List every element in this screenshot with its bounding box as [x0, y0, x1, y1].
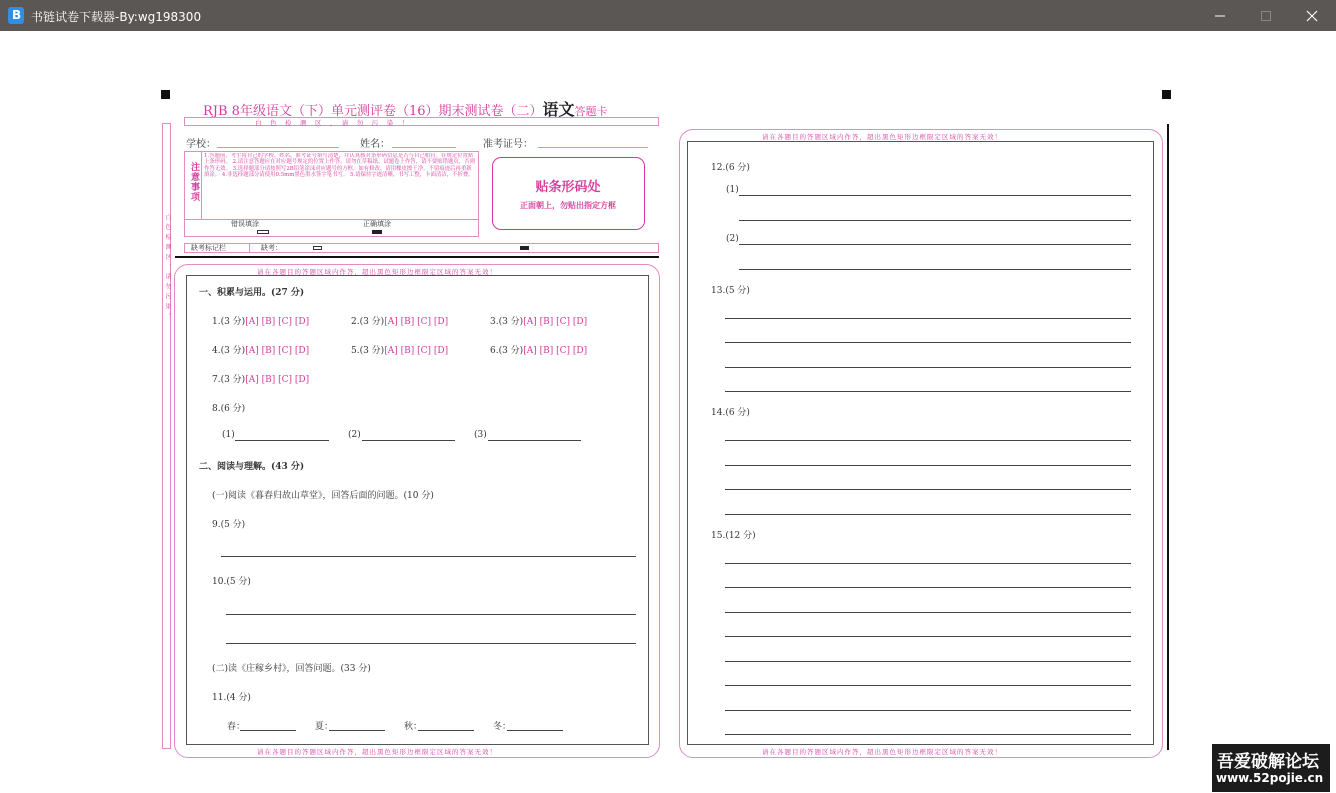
answer-line[interactable]	[725, 391, 1131, 392]
answer-line[interactable]	[725, 440, 1131, 441]
mc-question[interactable]: 2.(3 分)[A] [B] [C] [D]	[351, 317, 449, 327]
right-edge-bar	[1167, 124, 1169, 750]
answer-line[interactable]	[739, 220, 1131, 221]
exam-no-label: 准考证号：	[483, 139, 533, 150]
answer-line[interactable]	[240, 730, 296, 731]
mc-question[interactable]: 4.(3 分)[A] [B] [C] [D]	[212, 346, 310, 356]
section-2-title: 二、阅读与理解。(43 分)	[199, 462, 305, 472]
app-icon: B	[8, 7, 24, 24]
school-label: 学校：	[186, 139, 216, 150]
barcode-area: 贴条形码处 正面朝上，勿贴出指定方框	[492, 157, 645, 230]
absent-row: 缺考标记栏 缺考：	[184, 243, 659, 253]
answer-line[interactable]	[725, 367, 1131, 368]
question-8: 8.(6 分)	[212, 404, 246, 414]
answer-line[interactable]	[725, 710, 1131, 711]
section-1-title: 一、积累与运用。(27 分)	[199, 288, 305, 298]
answer-line[interactable]	[739, 195, 1131, 196]
answer-line[interactable]	[362, 440, 455, 441]
notes-box: 注意事项 1.答题前，考生将自己的学校、姓名、准考证号填写清楚，并认真核对条形码信息是否与自己相符。在规定位置贴上条形码。 2.请注意答题应在对应题号规定的位置上作答，请勿在草稿纸、试题卷上作答，请不要贴错题页，否则作答无效。 3.选择题部分请按照写2B铅笔涂沫对应题号的方框，如有修改，请用橡皮擦干净，不留痕迹后再重新填涂。 4.非选择题部分请使用0.5mm黑色墨水签字笔书写。 5.请保持字迹清晰，书写工整，卡面清洁，不折叠。 错误填涂 正确填涂	[184, 151, 479, 237]
answer-line[interactable]	[226, 643, 636, 644]
question-10: 10.(5 分)	[212, 577, 251, 587]
exam-no-line[interactable]	[538, 147, 648, 148]
mc-question[interactable]: 5.(3 分)[A] [B] [C] [D]	[351, 346, 449, 356]
reading-1-title: (一)阅读《暮春归故山草堂》，回答后面的问题。(10 分)	[212, 491, 434, 501]
school-line[interactable]	[217, 147, 339, 148]
window-title: 书链试卷下载器-By:wg198300	[31, 10, 202, 24]
answer-line[interactable]	[739, 269, 1131, 270]
answer-line[interactable]	[725, 636, 1131, 637]
maximize-icon	[1260, 10, 1272, 22]
answer-line[interactable]	[725, 587, 1131, 588]
answer-line[interactable]	[725, 563, 1131, 564]
answer-line[interactable]	[725, 342, 1131, 343]
answer-line[interactable]	[235, 440, 329, 441]
answer-line[interactable]	[725, 612, 1131, 613]
answer-panel-left: 请在各题目的答题区域内作答，超出黑色矩形边框限定区域的答案无效！ 请在各题目的答题区域内作答，超出黑色矩形边框限定区域的答案无效！	[174, 264, 660, 758]
sheet-title: RJB 8年级语文（下）单元测评卷（16）期末测试卷（二）语文答题卡	[203, 100, 608, 119]
minimize-button[interactable]	[1197, 0, 1243, 31]
maximize-button[interactable]	[1243, 0, 1289, 31]
question-12: 12.(6 分)	[711, 163, 750, 173]
reading-2-title: (二)读《庄稼乡村》，回答问题。(33 分)	[212, 664, 371, 674]
question-15: 15.(12 分)	[711, 531, 756, 541]
answer-line[interactable]	[226, 614, 636, 615]
name-line[interactable]	[392, 147, 456, 148]
answer-line[interactable]	[488, 440, 581, 441]
name-label: 姓名：	[360, 139, 390, 150]
answer-panel-right: 请在各题目的答题区域内作答，超出黑色矩形边框限定区域的答案无效！ 请在各题目的答题区域内作答，超出黑色矩形边框限定区域的答案无效！	[679, 129, 1163, 758]
question-14: 14.(6 分)	[711, 408, 750, 418]
mc-question[interactable]: 7.(3 分)[A] [B] [C] [D]	[212, 375, 310, 385]
question-9: 9.(5 分)	[212, 520, 246, 530]
answer-line[interactable]	[739, 244, 1131, 245]
registration-mark	[161, 90, 170, 99]
question-11: 11.(4 分)	[212, 693, 251, 703]
answer-line[interactable]	[725, 734, 1131, 735]
forum-watermark: 吾爱破解论坛 www.52pojie.cn	[1212, 744, 1330, 792]
answer-line[interactable]	[725, 318, 1131, 319]
divider	[175, 256, 659, 258]
mc-question[interactable]: 1.(3 分)[A] [B] [C] [D]	[212, 317, 310, 327]
answer-line[interactable]	[725, 661, 1131, 662]
answer-box-right[interactable]	[687, 141, 1154, 745]
minimize-icon	[1214, 10, 1226, 22]
answer-line[interactable]	[507, 730, 563, 731]
white-detect-strip: 白 色 检 测 区 ， 请 勿 污 染 ！	[184, 117, 659, 126]
answer-line[interactable]	[725, 489, 1131, 490]
title-bar	[0, 0, 1336, 31]
answer-line[interactable]	[725, 685, 1131, 686]
answer-line[interactable]	[725, 514, 1131, 515]
registration-mark	[1162, 90, 1171, 99]
answer-line[interactable]	[725, 465, 1131, 466]
close-button[interactable]	[1289, 0, 1335, 31]
answer-line[interactable]	[418, 730, 474, 731]
answer-line[interactable]	[329, 730, 385, 731]
mc-question[interactable]: 3.(3 分)[A] [B] [C] [D]	[490, 317, 588, 327]
close-icon	[1306, 10, 1318, 22]
answer-line[interactable]	[221, 556, 636, 557]
mc-question[interactable]: 6.(3 分)[A] [B] [C] [D]	[490, 346, 588, 356]
side-strip: 白 色 检 测 区 ， 请 勿 污 染 ！	[162, 123, 171, 749]
document-viewer[interactable]: RJB 8年级语文（下）单元测评卷（16）期末测试卷（二）语文答题卡 白 色 检 测 区 ， 请 勿 污 染 ！ 白 色 检 测 区 ， 请 勿 污 染 ！ 学校： 姓名： 准考证号： 注意事项 1.答题前，考生将自己的学校、姓名、准考证号填写清楚，并认真核对条形码信息是否与自己相符。在规定位置贴上条形码。 2.请注意答题应在对应题号规定的位置上作答，请勿在草稿纸、试题卷上作答，请不要贴错题页，否则作答无效。 3.选择题部分请按照写2B铅笔涂沫对应题号的方框，如有修改，请用橡皮擦干净，不留痕迹后再重新填涂。 4.非选择题部分请使用0.5mm黑色墨水签字笔书写。 5.请保持字迹清晰，书写工整，卡面清洁，不折叠。 错误填涂 正确填涂 贴条形码处 正面朝上，勿贴出指定方框 缺考标记栏 缺考： 请在各题目的答题区域内作答，超出黑色矩形边框限定区域的答案无效！ 请在各题目的答题区域内作答，超出黑色矩形边框限定区域的答案无效！ 一、积累与运用。(27 分) 1.(3 分)[A] [B] [C] [D] 2.(3 分)[A] [B] [C] [D] 3.(3 分)[A] [B] [C] [D] 4.(3 分)[A] [B] [C] [D] 5.(3 分)[A] [B] [C] [D] 6.(3 分)[A] [B] [C] [D] 7.(3 分)[A] [B] [C] [D] 8.(6 分) (1) (2) (3) 二、阅读与理解。(43 分) (一)阅读《暮春归故山草堂》，回答后面的问题。(10 分) 9.(5 分) 10.(5 分) (二)读《庄稼乡村》，回答问题。(33 分) 11.(4 分) 春： 夏： 秋： 冬： 请在各题目的答题区域内作答，超出黑色矩形边框限定区域的答案无效！ 请在各题目的答题区域内作答，超出黑色矩形边框限定区域的答案无效！ 12.(6 分) (1) (2) 13.(5 分) 14.(6 分) 15.(12 分) 吾爱破解论坛 www.52pojie.cn	[0, 31, 1336, 793]
question-13: 13.(5 分)	[711, 286, 750, 296]
